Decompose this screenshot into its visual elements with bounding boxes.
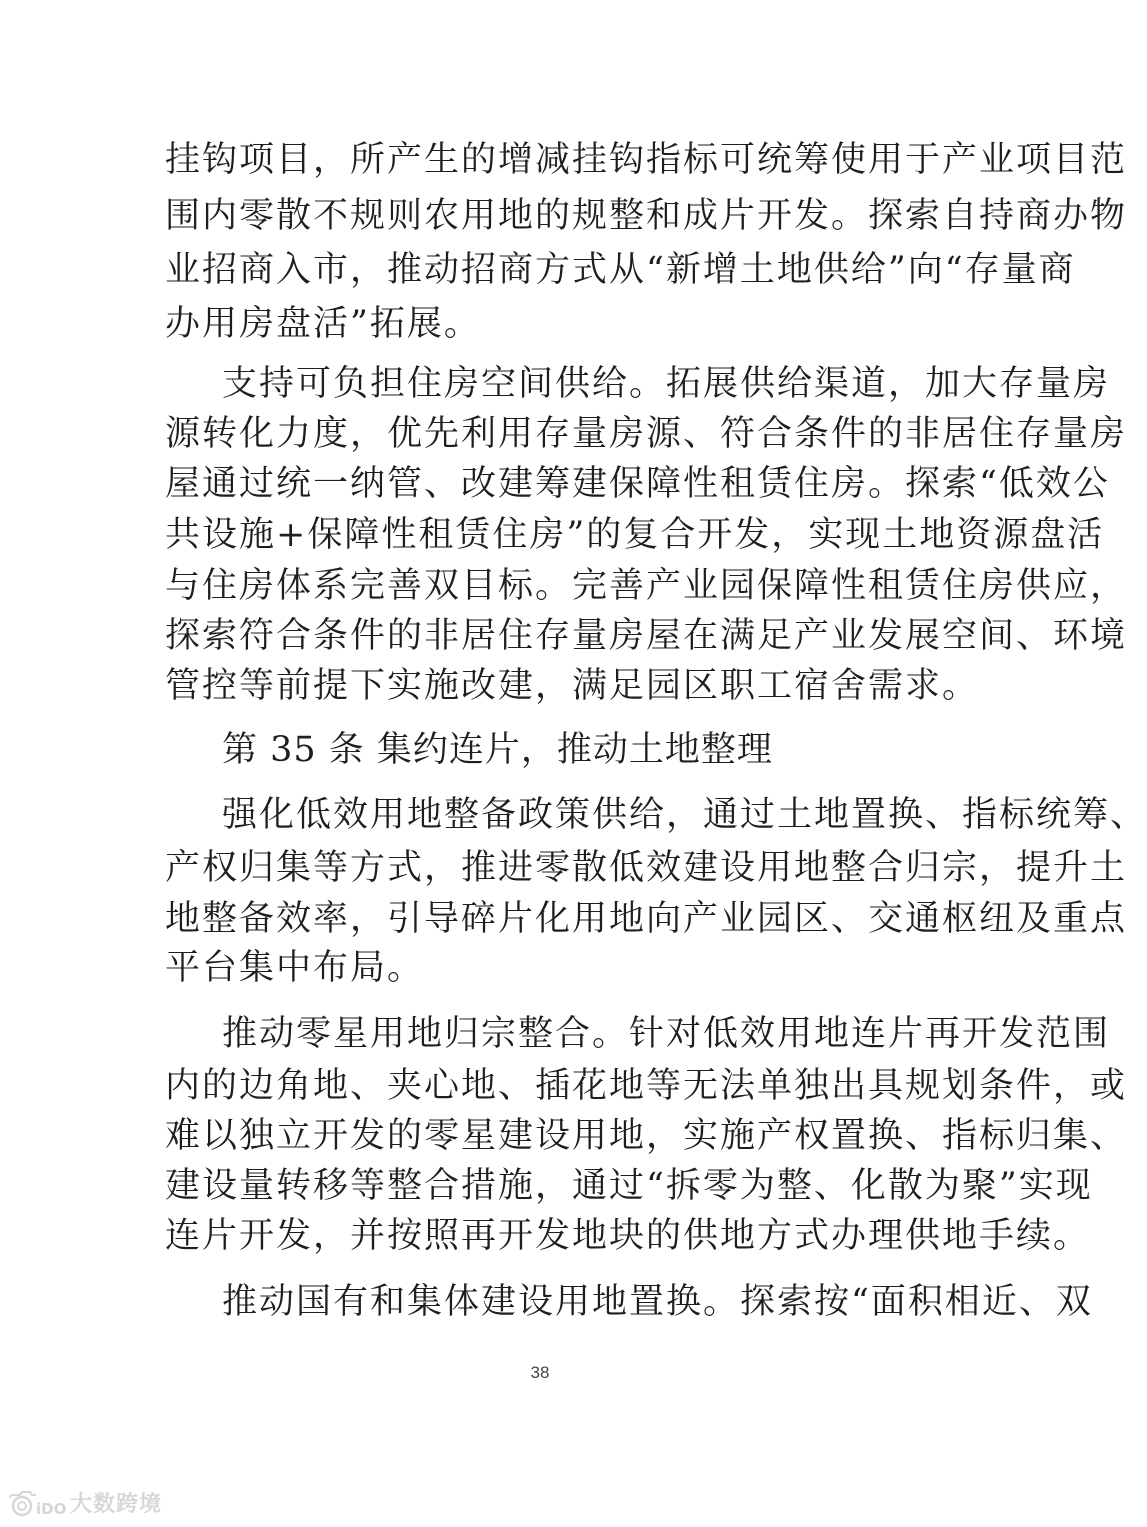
paragraph-line: 支持可负担住房空间供给。拓展供给渠道，加大存量房 — [222, 364, 1111, 404]
paragraph-line: 平台集中布局。 — [165, 948, 425, 988]
paragraph-line: 推动零星用地归宗整合。针对低效用地连片再开发范围 — [222, 1014, 1111, 1054]
svg-text:iDO: iDO — [36, 1500, 67, 1518]
paragraph-line: 内的边角地、夹心地、插花地等无法单独出具规划条件，或 — [165, 1066, 1128, 1106]
paragraph-line: 探索符合条件的非居住存量房屋在满足产业发展空间、环境 — [165, 616, 1128, 656]
paragraph-line: 难以独立开发的零星建设用地，实施产权置换、指标归集、 — [165, 1116, 1128, 1156]
camera-logo-icon — [6, 1490, 67, 1520]
paragraph-line: 围内零散不规则农用地的规整和成片开发。探索自持商办物 — [165, 196, 1128, 236]
paragraph-line: 源转化力度，优先利用存量房源、符合条件的非居住存量房 — [165, 414, 1128, 454]
watermark — [6, 1489, 162, 1521]
paragraph-line: 推动国有和集体建设用地置换。探索按“面积相近、双 — [222, 1282, 1093, 1322]
paragraph-line: 连片开发，并按照再开发地块的供地方式办理供地手续。 — [165, 1216, 1091, 1256]
paragraph-line: 业招商入市，推动招商方式从“新增土地供给”向“存量商 — [165, 250, 1076, 290]
article-heading: 第 35 条 集约连片，推动土地整理 — [222, 730, 773, 770]
paragraph-line: 强化低效用地整备政策供给，通过土地置换、指标统筹、 — [222, 795, 1147, 835]
paragraph-line: 办用房盘活”拓展。 — [165, 304, 481, 344]
paragraph-line: 挂钩项目，所产生的增减挂钩指标可统筹使用于产业项目范 — [165, 140, 1128, 180]
paragraph-line: 管控等前提下实施改建，满足园区职工宿舍需求。 — [165, 666, 980, 706]
paragraph-line: 建设量转移等整合措施，通过“拆零为整、化散为聚”实现 — [165, 1166, 1093, 1206]
paragraph-line: 地整备效率，引导碎片化用地向产业园区、交通枢纽及重点 — [165, 899, 1128, 939]
page-number: 38 — [530, 1363, 550, 1382]
watermark-text: 大数跨境 — [70, 1492, 163, 1517]
paragraph-line: 产权归集等方式，推进零散低效建设用地整合归宗，提升土 — [165, 848, 1128, 888]
paragraph-line: 与住房体系完善双目标。完善产业园保障性租赁住房供应， — [165, 566, 1128, 606]
paragraph-line: 共设施+保障性租赁住房”的复合开发，实现土地资源盘活 — [165, 515, 1105, 555]
paragraph-line: 屋通过统一纳管、改建筹建保障性租赁住房。探索“低效公 — [165, 464, 1110, 504]
